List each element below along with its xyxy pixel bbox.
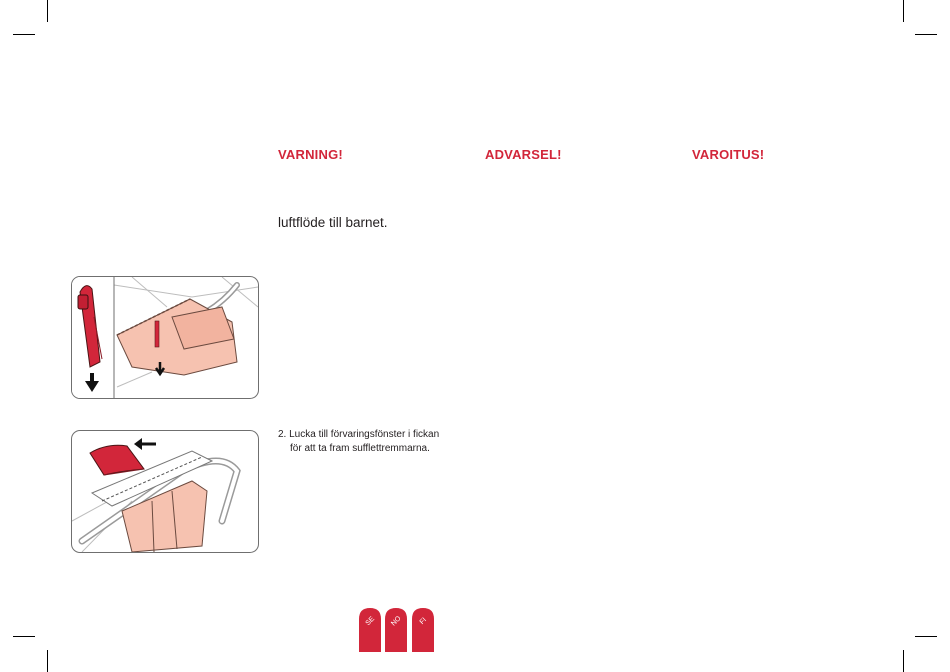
crop-mark <box>47 650 48 672</box>
crop-mark <box>903 650 904 672</box>
language-tab-fi[interactable] <box>412 608 434 652</box>
crop-mark <box>13 34 35 35</box>
illustration-storage-window <box>71 430 259 553</box>
language-tab-no-label: NO <box>390 615 403 628</box>
step-2-instruction <box>278 428 478 456</box>
crop-mark <box>903 0 904 22</box>
warning-heading-se: VARNING! <box>278 147 343 162</box>
crop-mark <box>47 0 48 22</box>
warning-heading-no: ADVARSEL! <box>485 147 562 162</box>
step-2-line-1: 2. Lucka till förvaringsfönster i fickan <box>278 429 440 440</box>
step-2-line-2: för att ta fram sufflettremmarna. <box>290 443 430 454</box>
language-tab-no[interactable] <box>385 608 407 652</box>
crop-mark <box>915 636 937 637</box>
warning-body-text: luftflöde till barnet. <box>278 215 388 230</box>
language-tabs <box>358 607 436 652</box>
crop-mark <box>915 34 937 35</box>
language-tab-se[interactable] <box>359 608 381 652</box>
crop-mark <box>13 636 35 637</box>
language-tab-fi-label: FI <box>418 616 429 627</box>
warning-heading-fi: VAROITUS! <box>692 147 765 162</box>
language-tab-se-label: SE <box>364 615 377 628</box>
illustration-strap-release <box>71 276 259 399</box>
arrow-left-icon <box>134 438 156 450</box>
